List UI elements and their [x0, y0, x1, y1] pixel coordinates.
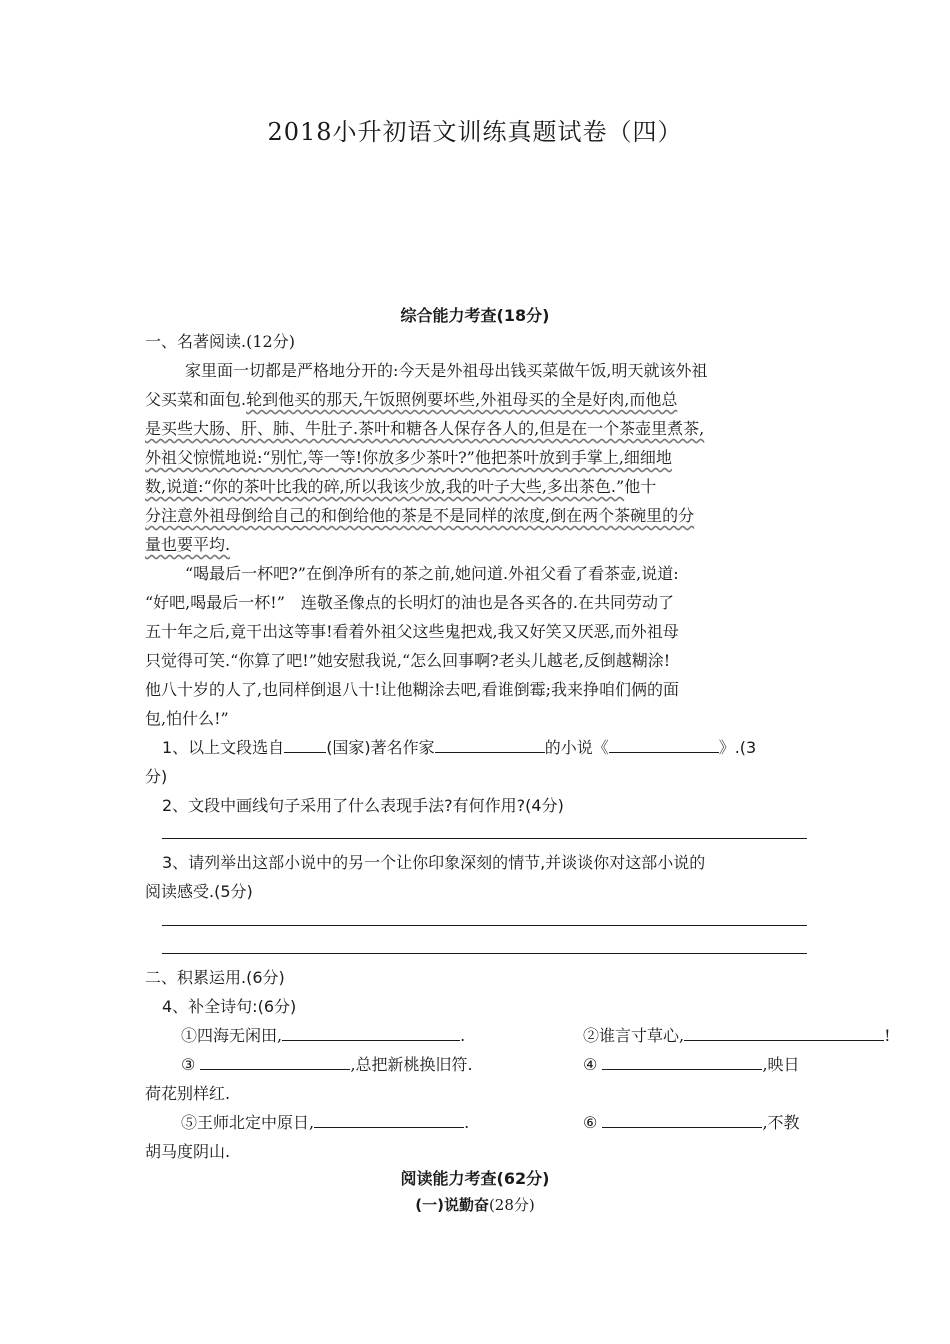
underlined-sentence: 量也要平均. — [145, 535, 231, 554]
passage-line — [145, 472, 810, 501]
answer-line-q3[interactable] — [162, 953, 807, 954]
poem-blank-6[interactable] — [602, 1109, 762, 1128]
poem-item-2: ②谁言寸草心, ! — [583, 1021, 891, 1050]
passage-line: 他八十岁的人了,也同样倒退八十!让他糊涂去吧,看谁倒霉;我来挣咱们俩的面 — [145, 680, 679, 699]
poem-blank-4[interactable] — [602, 1051, 762, 1070]
poem-item-6-cont: 胡马度阴山. — [145, 1142, 231, 1161]
question-3-cont: 阅读感受.(5分) — [145, 882, 253, 901]
passage-line: 五十年之后,竟干出这等事!看着外祖父这些鬼把戏,我又好笑又厌恶,而外祖母 — [145, 622, 679, 641]
underlined-sentence: 轮到他买的那天,午饭照例要坏些,外祖母买的全是好肉,而他总 — [246, 390, 678, 409]
passage-line: 包,怕什么!” — [145, 709, 229, 728]
poem-item-3: ③ ,总把新桃换旧符. — [181, 1050, 473, 1079]
poem-item-4-cont: 荷花别样红. — [145, 1084, 231, 1103]
passage-line: 家里面一切都是严格地分开的:今天是外祖母出钱买菜做午饭,明天就该外祖 — [185, 361, 708, 380]
underlined-sentence: 外祖父惊慌地说:“别忙,等一等!你放多少茶叶?”他把茶叶放到手掌上,细细地 — [145, 448, 672, 467]
section-heading-comprehensive: 综合能力考查(18分) — [400, 306, 550, 325]
question-2: 2、文段中画线句子采用了什么表现手法?有何作用?(4分) — [162, 796, 564, 815]
underlined-sentence: 数,说道:“你的茶叶比我的碎,所以我该少放,我的叶子大些,多出茶色.” — [145, 477, 625, 496]
passage-text: 他十 — [624, 477, 657, 496]
question-4: 4、补全诗句:(6分) — [162, 997, 297, 1016]
poem-item-1: ①四海无闲田, . — [181, 1021, 465, 1050]
section-heading-reading: 阅读能力考查(62分) — [400, 1169, 550, 1188]
sub-heading: (一)说勤奋(28分) — [415, 1196, 535, 1214]
answer-blank-novel[interactable] — [609, 734, 719, 753]
poem-blank-1[interactable] — [282, 1022, 460, 1041]
poem-blank-3[interactable] — [200, 1051, 350, 1070]
answer-line-q3[interactable] — [162, 925, 807, 926]
passage-line — [145, 385, 810, 414]
question-3: 3、请列举出这部小说中的另一个让你印象深刻的情节,并谈谈你对这部小说的 — [162, 853, 706, 872]
poem-blank-5[interactable] — [314, 1109, 464, 1128]
poem-item-4: ④ ,映日 — [583, 1050, 800, 1079]
question-1-cont: 分) — [145, 767, 168, 786]
answer-blank-country[interactable] — [284, 734, 326, 753]
part2-heading: 二、积累运用.(6分) — [145, 968, 285, 987]
page-title: 2018小升初语文训练真题试卷（四） — [267, 118, 683, 146]
answer-line-q2[interactable] — [162, 838, 807, 839]
passage-text: 父买菜和面包. — [145, 390, 247, 409]
part1-heading: 一、名著阅读.(12分) — [145, 332, 295, 351]
question-1: 1、以上文段选自 (国家)著名作家 的小说《 》.(3 — [162, 733, 827, 762]
poem-item-5: ⑤王师北定中原日, . — [181, 1108, 469, 1137]
answer-blank-author[interactable] — [435, 734, 545, 753]
underlined-sentence: 是买些大肠、肝、肺、牛肚子.茶叶和糖各人保存各人的,但是在一个茶壶里煮茶, — [145, 419, 705, 438]
poem-blank-2[interactable] — [684, 1022, 884, 1041]
passage-line: “好吧,喝最后一杯!” 连敬圣像点的长明灯的油也是各买各的.在共同劳动了 — [145, 593, 674, 612]
passage-line: “喝最后一杯吧?”在倒净所有的茶之前,她问道.外祖父看了看茶壶,说道: — [185, 564, 679, 583]
passage-line: 只觉得可笑.“你算了吧!”她安慰我说,“怎么回事啊?老头儿越老,反倒越糊涂! — [145, 651, 671, 670]
poem-item-6: ⑥ ,不教 — [583, 1108, 800, 1137]
underlined-sentence: 分注意外祖母倒给自己的和倒给他的茶是不是同样的浓度,倒在两个茶碗里的分 — [145, 506, 695, 525]
